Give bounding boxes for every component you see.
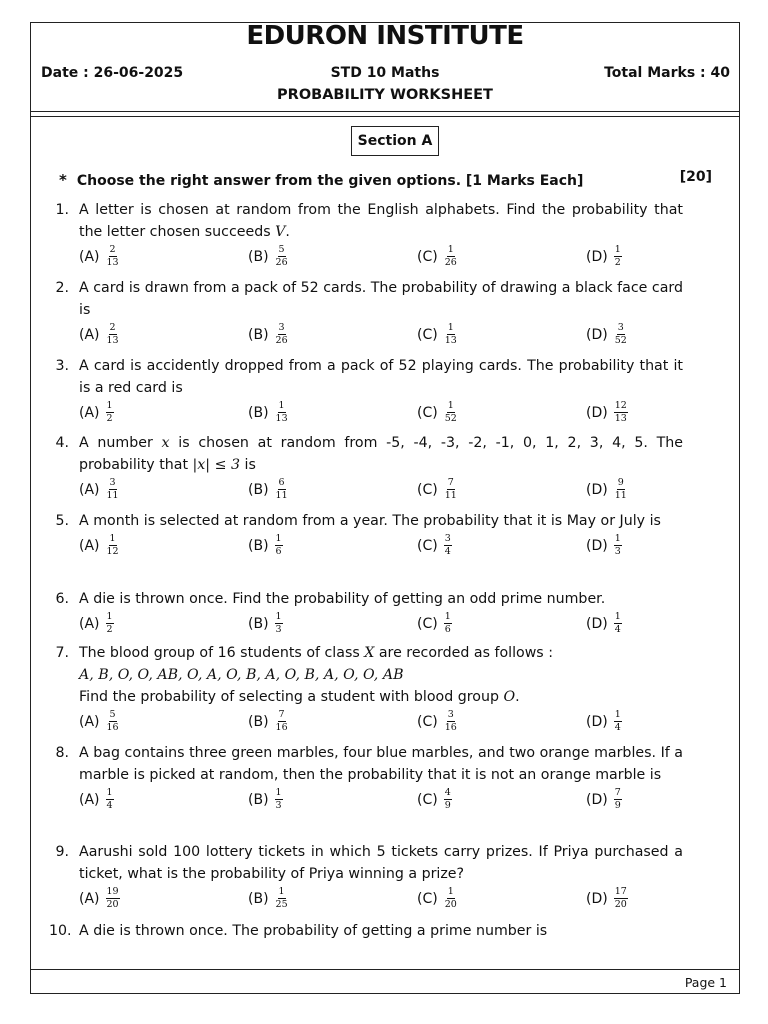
text-run: is chosen at random from -5, -4, -3, -2, -1, 0, 1, 2, 3, 4, 5. The probability that: [79, 435, 683, 473]
question-3: [49, 355, 683, 425]
question-number: 8.: [55, 745, 69, 761]
fraction: [444, 534, 452, 557]
numerator: 2: [109, 244, 116, 255]
option-label: (B): [248, 537, 269, 554]
option[interactable]: [248, 401, 289, 424]
numerator: 1: [447, 400, 454, 411]
header: [31, 23, 739, 112]
fraction: [275, 887, 289, 910]
std-label: STD 10 Maths: [330, 65, 440, 81]
option[interactable]: [417, 788, 452, 811]
option-label: (B): [248, 791, 269, 808]
option-label: (A): [79, 537, 100, 554]
numerator: 3: [278, 322, 285, 333]
option-label: (C): [417, 481, 438, 498]
option-label: (A): [79, 326, 100, 343]
option[interactable]: [79, 401, 114, 424]
denominator: 25: [275, 899, 288, 910]
option[interactable]: [79, 323, 120, 346]
options-row: [79, 534, 683, 558]
denominator: 16: [444, 722, 457, 733]
options-row: [79, 245, 683, 269]
question-9: [49, 841, 683, 911]
option[interactable]: [248, 710, 289, 733]
option[interactable]: [248, 887, 289, 910]
numerator: 5: [278, 244, 285, 255]
option-label: (C): [417, 404, 438, 421]
fraction: [614, 323, 628, 346]
question-7: [49, 642, 683, 734]
blood-group-list: [79, 664, 683, 686]
option[interactable]: [586, 478, 628, 501]
option[interactable]: [79, 887, 120, 910]
option-label: (A): [79, 890, 100, 907]
question-text: [79, 277, 683, 321]
denominator: 12: [106, 546, 119, 557]
text-run: A month is selected at random from a year. The probability that it is May or July is: [79, 513, 661, 529]
option[interactable]: [79, 710, 120, 733]
denominator: 16: [275, 722, 288, 733]
question-number: 1.: [55, 202, 69, 218]
numerator: 1: [614, 709, 621, 720]
fraction: [444, 401, 458, 424]
denominator: 13: [275, 413, 288, 424]
option[interactable]: [248, 788, 283, 811]
fraction: [444, 887, 458, 910]
text-run: A letter is chosen at random from the English alphabets. Find the probability that the letter chosen succeeds: [79, 202, 683, 240]
fraction: [106, 887, 120, 910]
numerator: 3: [109, 477, 116, 488]
fraction: [106, 401, 114, 424]
numerator: 1: [109, 533, 116, 544]
text-run: A bag contains three green marbles, four blue marbles, and two orange marbles. If a marble is picked at random, then the probability that it is not an orange marble is: [79, 745, 683, 783]
option-label: (B): [248, 615, 269, 632]
section-instruction: [59, 171, 583, 189]
question-number: 3.: [55, 358, 69, 374]
numerator: 1: [447, 244, 454, 255]
denominator: 26: [275, 257, 288, 268]
numerator: 1: [444, 611, 451, 622]
text-run: A card is drawn from a pack of 52 cards. The probability of drawing a black face card is: [79, 280, 683, 318]
text-run: Aarushi sold 100 lottery tickets in which 5 tickets carry prizes. If Priya purchased a ticket, what is the probability of Priya winning a prize?: [79, 844, 683, 882]
numerator: 1: [106, 787, 113, 798]
text-run: .: [515, 689, 520, 705]
denominator: 11: [444, 490, 457, 501]
text-run: .: [285, 224, 290, 240]
option-label: (B): [248, 481, 269, 498]
numerator: 3: [617, 322, 624, 333]
option-label: (D): [586, 615, 608, 632]
denominator: 9: [444, 800, 451, 811]
option-label: (D): [586, 890, 608, 907]
text-run: are recorded as follows :: [374, 645, 553, 661]
denominator: 13: [106, 335, 119, 346]
numerator: 1: [275, 787, 282, 798]
option[interactable]: [586, 401, 628, 424]
question-text-continued: [79, 686, 683, 708]
question-number: 6.: [55, 591, 69, 607]
numerator: 17: [614, 886, 627, 897]
fraction: [106, 245, 120, 268]
option-label: (B): [248, 248, 269, 265]
page-number: Page 1: [684, 975, 727, 990]
option[interactable]: [248, 323, 289, 346]
star-bullet: *: [59, 171, 67, 189]
question-number: 2.: [55, 280, 69, 296]
numerator: 5: [109, 709, 116, 720]
instruction-text: Choose the right answer from the given options. [1 Marks Each]: [76, 173, 584, 189]
numerator: 9: [617, 477, 624, 488]
fraction: [614, 401, 628, 424]
option[interactable]: [417, 401, 458, 424]
option[interactable]: [248, 478, 289, 501]
option-label: (B): [248, 326, 269, 343]
option-label: (D): [586, 248, 608, 265]
fraction: [106, 534, 120, 557]
numerator: 19: [106, 886, 119, 897]
option[interactable]: [417, 612, 452, 635]
fraction: [444, 788, 452, 811]
numerator: 1: [275, 611, 282, 622]
fraction: [614, 612, 622, 635]
numerator: 6: [278, 477, 285, 488]
question-text: [79, 642, 683, 664]
numerator: 3: [444, 533, 451, 544]
option-label: (D): [586, 537, 608, 554]
denominator: 13: [444, 335, 457, 346]
question-2: [49, 277, 683, 347]
denominator: 4: [614, 624, 621, 635]
numerator: 1: [447, 886, 454, 897]
text-run: A die is thrown once. Find the probability of getting an odd prime number.: [79, 591, 606, 607]
total-marks: Total Marks : 40: [604, 65, 730, 81]
option[interactable]: [79, 245, 120, 268]
options-row: [79, 710, 683, 734]
question-1: [49, 199, 683, 269]
option[interactable]: [417, 710, 458, 733]
option[interactable]: [248, 245, 289, 268]
option[interactable]: [586, 534, 622, 557]
fraction: [614, 245, 622, 268]
option-label: (B): [248, 713, 269, 730]
option[interactable]: [417, 245, 458, 268]
numerator: 1: [106, 611, 113, 622]
denominator: 6: [275, 546, 282, 557]
option-label: (B): [248, 890, 269, 907]
option-label: (C): [417, 713, 438, 730]
numerator: 2: [109, 322, 116, 333]
math-expression: |x| ≤ 3: [192, 457, 241, 473]
numerator: 1: [278, 400, 285, 411]
option[interactable]: [586, 612, 622, 635]
option[interactable]: [79, 612, 114, 635]
option-label: (C): [417, 791, 438, 808]
question-number: 4.: [55, 435, 69, 451]
option-label: (C): [417, 326, 438, 343]
option[interactable]: [79, 478, 120, 501]
fraction: [106, 478, 120, 501]
fraction: [106, 788, 114, 811]
header-divider: [31, 116, 739, 117]
numerator: 1: [106, 400, 113, 411]
question-number: 10.: [49, 923, 72, 939]
numerator: 1: [278, 886, 285, 897]
option[interactable]: [586, 887, 628, 910]
math-expression: X: [364, 645, 375, 661]
worksheet-frame: [30, 22, 740, 994]
text-run: A card is accidently dropped from a pack of 52 playing cards. The probability that it is a red card is: [79, 358, 683, 396]
question-number: 5.: [55, 513, 69, 529]
numerator: 1: [614, 244, 621, 255]
math-expression: V: [275, 224, 286, 240]
options-row: [79, 612, 683, 636]
options-row: [79, 788, 683, 812]
fraction: [614, 478, 628, 501]
fraction: [444, 710, 458, 733]
math-expression: x: [161, 435, 170, 451]
numerator: 7: [278, 709, 285, 720]
text-run: Find the probability of selecting a student with blood group: [79, 689, 504, 705]
denominator: 20: [444, 899, 457, 910]
question-text: [79, 742, 683, 786]
option-label: (A): [79, 713, 100, 730]
option[interactable]: [417, 534, 452, 557]
options-row: [79, 887, 683, 911]
denominator: 20: [106, 899, 119, 910]
fraction: [275, 534, 283, 557]
denominator: 2: [106, 624, 113, 635]
question-6: [49, 588, 683, 636]
question-text: [79, 355, 683, 399]
fraction: [614, 788, 622, 811]
option[interactable]: [586, 788, 622, 811]
question-text: [79, 920, 683, 942]
fraction: [444, 478, 458, 501]
denominator: 52: [614, 335, 627, 346]
denominator: 26: [275, 335, 288, 346]
option-label: (D): [586, 791, 608, 808]
denominator: 4: [444, 546, 451, 557]
question-8: [49, 742, 683, 812]
numerator: 1: [447, 322, 454, 333]
institute-name: EDURON INSTITUTE: [246, 21, 524, 51]
option[interactable]: [417, 887, 458, 910]
denominator: 4: [614, 722, 621, 733]
option[interactable]: [79, 534, 120, 557]
option[interactable]: [586, 710, 622, 733]
text-run: The blood group of 16 students of class: [79, 645, 365, 661]
option-label: (C): [417, 615, 438, 632]
denominator: 6: [444, 624, 451, 635]
option-label: (D): [586, 481, 608, 498]
question-text: [79, 841, 683, 885]
option-label: (A): [79, 791, 100, 808]
option-label: (A): [79, 248, 100, 265]
footer-divider: [31, 969, 739, 970]
option-label: (D): [586, 404, 608, 421]
denominator: 11: [614, 490, 627, 501]
fraction: [275, 478, 289, 501]
text-run: is: [240, 457, 256, 473]
numerator: 7: [614, 787, 621, 798]
option-label: (C): [417, 537, 438, 554]
denominator: 9: [614, 800, 621, 811]
fraction: [106, 710, 120, 733]
worksheet-title: PROBABILITY WORKSHEET: [277, 87, 493, 103]
denominator: 3: [275, 624, 282, 635]
fraction: [275, 612, 283, 635]
section-marks: [20]: [679, 169, 712, 185]
question-text: [79, 199, 683, 243]
option-label: (A): [79, 404, 100, 421]
denominator: 4: [106, 800, 113, 811]
denominator: 13: [106, 257, 119, 268]
math-expression: O: [503, 689, 516, 705]
fraction: [275, 788, 283, 811]
denominator: 16: [106, 722, 119, 733]
numerator: 1: [614, 611, 621, 622]
option[interactable]: [586, 245, 622, 268]
option[interactable]: [417, 323, 458, 346]
option-label: (B): [248, 404, 269, 421]
denominator: 11: [106, 490, 119, 501]
fraction: [444, 612, 452, 635]
denominator: 13: [614, 413, 627, 424]
option-label: (A): [79, 615, 100, 632]
option-label: (C): [417, 890, 438, 907]
section-title: Section A: [351, 126, 439, 156]
option[interactable]: [586, 323, 628, 346]
option[interactable]: [79, 788, 114, 811]
option-label: (C): [417, 248, 438, 265]
fraction: [444, 245, 458, 268]
math-expression: A, B, O, O, AB, O, A, O, B, A, O, B, A, O, O, AB: [79, 667, 404, 683]
denominator: 52: [444, 413, 457, 424]
question-text: [79, 432, 683, 476]
question-number: 9.: [55, 844, 69, 860]
fraction: [275, 710, 289, 733]
numerator: 4: [444, 787, 451, 798]
options-row: [79, 401, 683, 425]
text-run: A number: [79, 435, 162, 451]
denominator: 3: [614, 546, 621, 557]
option[interactable]: [248, 534, 283, 557]
question-10: [49, 920, 683, 942]
numerator: 1: [275, 533, 282, 544]
option[interactable]: [417, 478, 458, 501]
fraction: [106, 612, 114, 635]
date-label: Date : 26-06-2025: [41, 65, 184, 81]
fraction: [275, 245, 289, 268]
option-label: (D): [586, 326, 608, 343]
denominator: 2: [106, 413, 113, 424]
options-row: [79, 478, 683, 502]
numerator: 1: [614, 533, 621, 544]
numerator: 3: [447, 709, 454, 720]
numerator: 7: [447, 477, 454, 488]
denominator: 3: [275, 800, 282, 811]
question-text: [79, 588, 683, 610]
fraction: [444, 323, 458, 346]
question-text: [79, 510, 683, 532]
options-row: [79, 323, 683, 347]
fraction: [614, 710, 622, 733]
denominator: 26: [444, 257, 457, 268]
option-label: (A): [79, 481, 100, 498]
denominator: 20: [614, 899, 627, 910]
denominator: 11: [275, 490, 288, 501]
fraction: [106, 323, 120, 346]
text-run: A die is thrown once. The probability of getting a prime number is: [79, 923, 548, 939]
fraction: [275, 401, 289, 424]
fraction: [614, 534, 622, 557]
question-number: 7.: [55, 645, 69, 661]
option-label: (D): [586, 713, 608, 730]
question-5: [49, 510, 683, 558]
fraction: [614, 887, 628, 910]
question-4: [49, 432, 683, 502]
denominator: 2: [614, 257, 621, 268]
fraction: [275, 323, 289, 346]
option[interactable]: [248, 612, 283, 635]
numerator: 12: [614, 400, 627, 411]
